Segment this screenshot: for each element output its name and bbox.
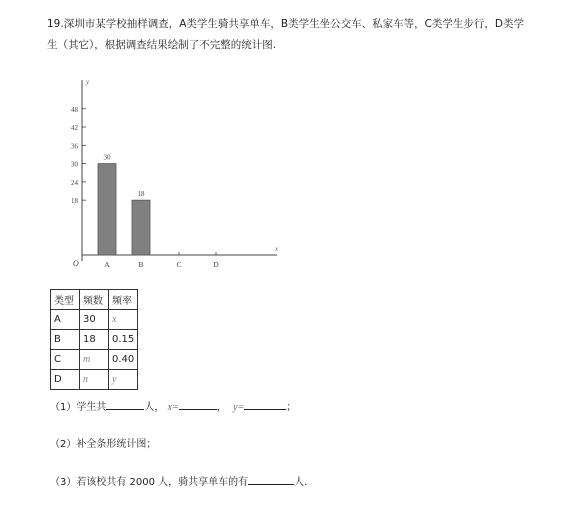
- table-cell: 0.40: [109, 350, 138, 370]
- bar-chart-svg: [52, 72, 292, 277]
- bar-b: [132, 200, 150, 255]
- table-cell: n: [80, 370, 109, 390]
- x-axis-label: x: [275, 245, 279, 253]
- equals-sign: =: [172, 402, 179, 413]
- question-line-2: 生（其它），根据调查结果绘制了不完整的统计图.: [47, 39, 277, 51]
- y-tick-label: 48: [71, 105, 78, 114]
- frequency-table: [50, 289, 138, 390]
- y-tick-label: 24: [71, 178, 78, 187]
- table-cell: B: [51, 330, 80, 350]
- part-3-unit: 人.: [294, 477, 308, 488]
- var-x: x: [167, 402, 173, 413]
- table-cell: m: [80, 350, 109, 370]
- table-row: [51, 330, 138, 350]
- part-1-unit: 人，: [144, 402, 165, 413]
- table-row: [51, 370, 138, 390]
- table-header-row: [51, 290, 138, 310]
- table-cell: A: [51, 310, 80, 330]
- part-3: [50, 473, 307, 488]
- table-cell: y: [109, 370, 138, 390]
- table-row: [51, 350, 138, 370]
- equals-sign: =: [237, 402, 245, 413]
- bar-chart: [52, 72, 292, 277]
- answer-blank-total[interactable]: [106, 399, 144, 410]
- y-tick-label: 36: [71, 142, 78, 151]
- part-1-end: ；: [286, 402, 297, 413]
- bar-data-label: 18: [137, 190, 145, 199]
- table-cell: x: [109, 310, 138, 330]
- table-cell: D: [51, 370, 80, 390]
- question-text: [47, 14, 527, 56]
- y-axis-label: y: [86, 78, 90, 86]
- x-tick-label: D: [213, 260, 219, 269]
- question-line-1: 19.深圳市某学校抽样调查，A类学生骑共享单车，B类学生坐公交车、私家车等，C类学生步行，D类学: [47, 18, 524, 30]
- answer-blank-bike[interactable]: [248, 474, 294, 485]
- table-cell: 18: [80, 330, 109, 350]
- answer-blank-x[interactable]: [179, 399, 217, 410]
- table-cell: 30: [80, 310, 109, 330]
- x-tick-label: C: [176, 260, 182, 269]
- var-y: y: [233, 402, 238, 413]
- part-1-comma: ，: [216, 402, 227, 413]
- part-1: [50, 398, 296, 413]
- part-2: （2）补全条形统计图；: [50, 439, 157, 450]
- table-cell: 0.15: [109, 330, 138, 350]
- y-tick-label: 42: [71, 124, 78, 133]
- part-3-prefix: （3）若该校共有 2000 人，骑共享单车的有: [50, 477, 249, 488]
- part-1-prefix: （1）学生共: [50, 402, 107, 413]
- answer-blank-y[interactable]: [244, 399, 286, 410]
- x-tick-label: A: [104, 260, 110, 269]
- x-tick-label: B: [138, 260, 144, 269]
- bar-a: [98, 164, 116, 255]
- y-tick-label: 30: [71, 160, 78, 169]
- bar-data-label: 30: [103, 153, 111, 162]
- table-header-type: 类型: [51, 290, 80, 310]
- table-header-count: 频数: [80, 290, 109, 310]
- table-cell: C: [51, 350, 80, 370]
- origin-label: O: [73, 259, 79, 268]
- y-tick-label: 18: [71, 197, 78, 206]
- table-row: [51, 310, 138, 330]
- table-header-rate: 频率: [109, 290, 138, 310]
